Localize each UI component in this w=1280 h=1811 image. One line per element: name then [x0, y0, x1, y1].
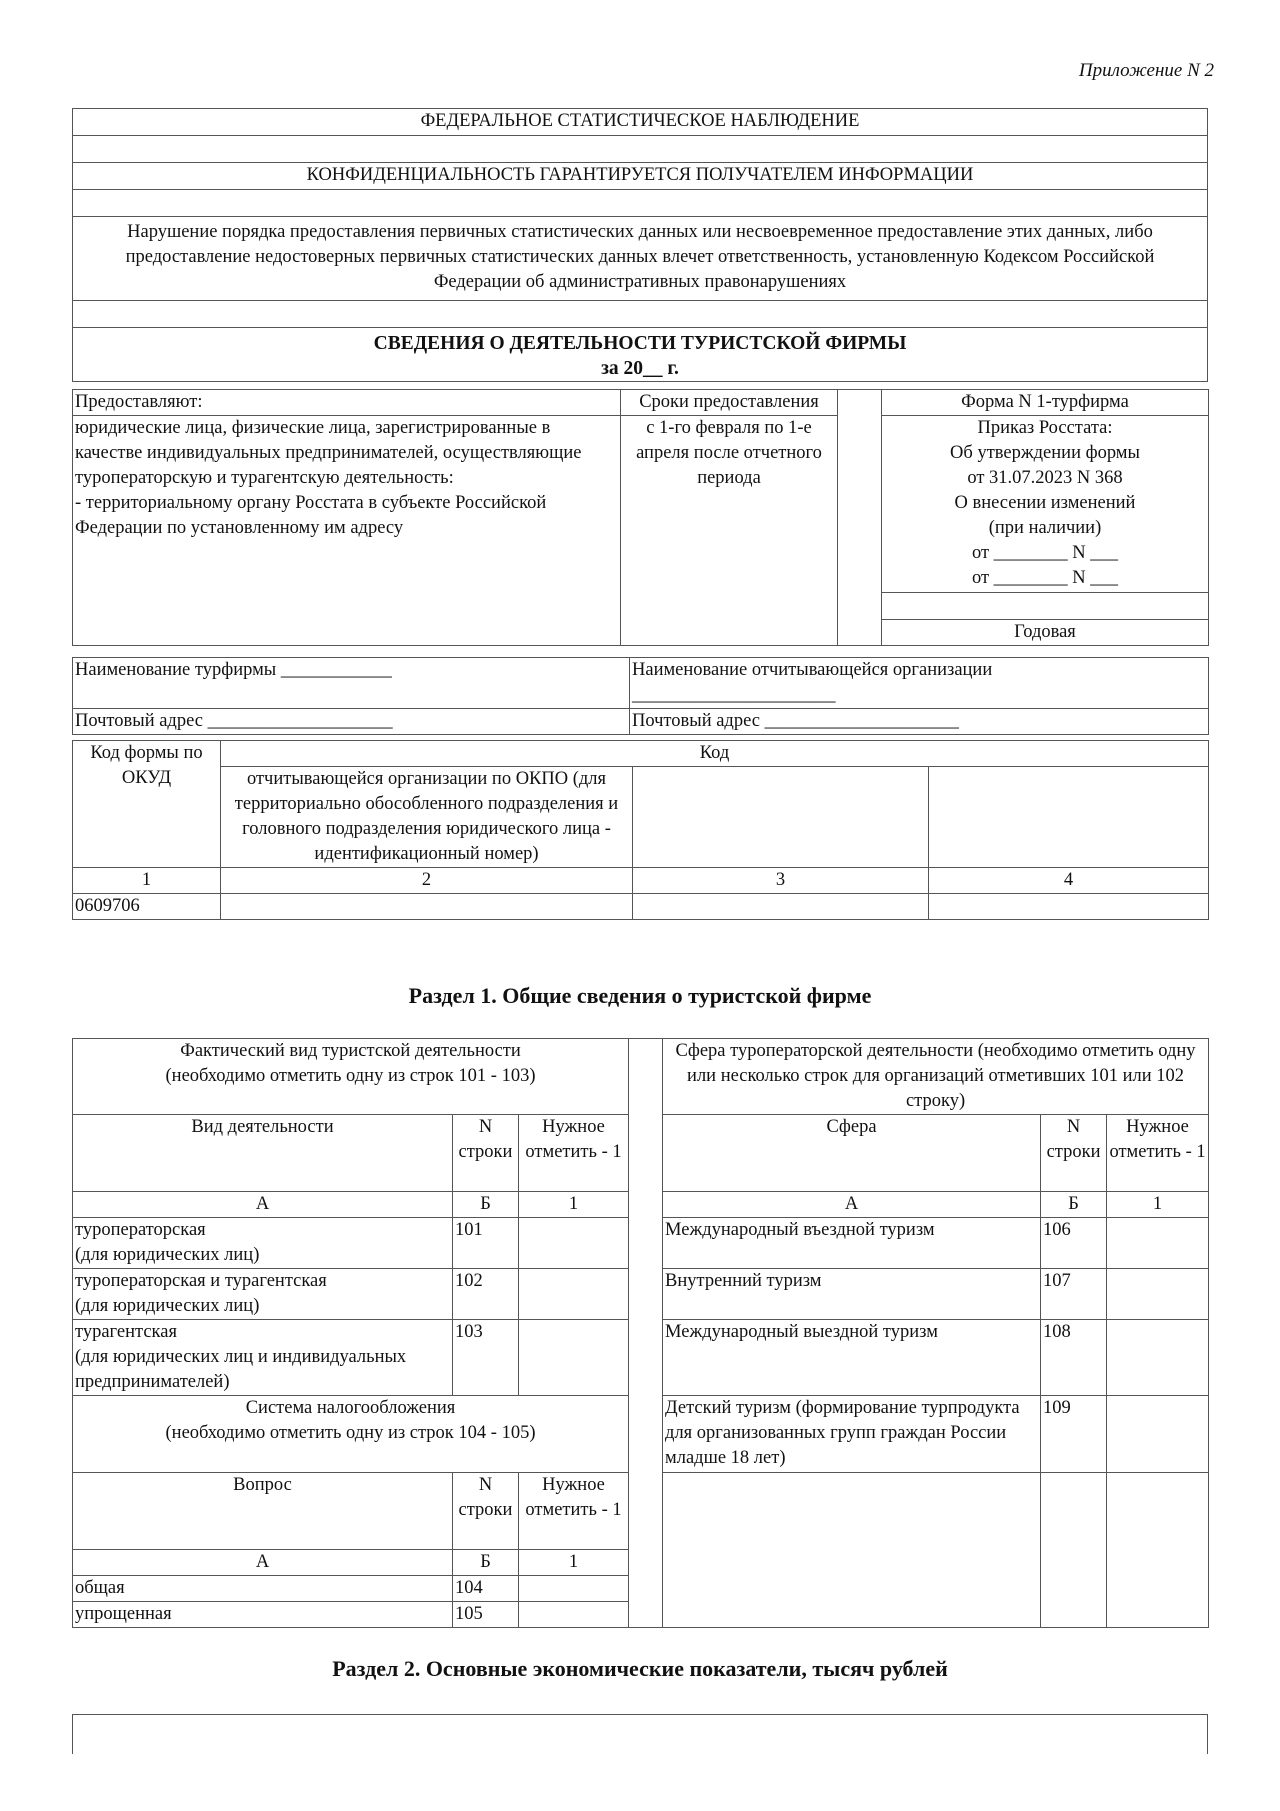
okpo-label: отчитывающейся организации по ОКПО (для территориально обособленного подразделения и головного подразделения юридического лица - идентификационный номер) — [221, 767, 633, 868]
letter-b: Б — [453, 1550, 519, 1576]
sphere-name: Детский туризм (формирование турпродукта для организованных групп граждан России младше 18 лет) — [663, 1396, 1041, 1473]
activity-name: турагентская (для юридических лиц и индивидуальных предпринимателей) — [73, 1320, 453, 1396]
code-value-4 — [929, 894, 1209, 920]
letter-a: А — [663, 1192, 1041, 1218]
postal-address-right: Почтовый адрес _____________________ — [630, 709, 1209, 735]
letter-b: Б — [1041, 1192, 1107, 1218]
violation-notice: Нарушение порядка предоставления первичных статистических данных или несвоевременное предоставление этих данных, либо предоставление недостоверных первичных статистических данных влечет ответственность, установленную Кодексом Российской Федерации об административных правонарушениях — [73, 217, 1208, 301]
sphere-line: 108 — [1041, 1320, 1107, 1396]
okud-label: Код формы по ОКУД — [73, 741, 221, 868]
code-cell-4 — [929, 767, 1209, 868]
reporting-org-field: Наименование отчитывающейся организации ______________________ — [630, 658, 1209, 709]
postal-address-left: Почтовый адрес ____________________ — [73, 709, 630, 735]
col-number-2: 2 — [221, 868, 633, 894]
activity-line: 103 — [453, 1320, 519, 1396]
empty-cell — [663, 1473, 1041, 1628]
activity-header: Фактический вид туристской деятельности (необходимо отметить одну из строк 101 - 103) — [73, 1039, 629, 1115]
spacer-cell — [838, 390, 882, 646]
col-mark: Нужное отметить - 1 — [1107, 1115, 1209, 1192]
sphere-mark-cell[interactable] — [1107, 1218, 1209, 1269]
order-text: Приказ Росстата: Об утверждении формы от 31.07.2023 N 368 О внесении изменений (при наличии) от ________ N ___ от ________ N ___ — [882, 416, 1209, 593]
col-line-number: N строки — [1041, 1115, 1107, 1192]
col-mark: Нужное отметить - 1 — [519, 1115, 629, 1192]
activity-line: 101 — [453, 1218, 519, 1269]
okud-value: 0609706 — [73, 894, 221, 920]
sphere-mark-cell[interactable] — [1107, 1320, 1209, 1396]
letter-1: 1 — [1107, 1192, 1209, 1218]
code-value-3 — [633, 894, 929, 920]
submitters-label: Предоставляют: — [73, 390, 621, 416]
activity-mark-cell[interactable] — [519, 1218, 629, 1269]
code-value-2 — [221, 894, 633, 920]
tax-mark-cell[interactable] — [519, 1576, 629, 1602]
sphere-mark-cell[interactable] — [1107, 1269, 1209, 1320]
codes-table — [72, 740, 1209, 920]
tax-header: Система налогообложения (необходимо отметить одну из строк 104 - 105) — [73, 1396, 629, 1473]
sphere-name: Международный выездной туризм — [663, 1320, 1041, 1396]
empty-cell — [1107, 1473, 1209, 1628]
spacer-column — [629, 1039, 663, 1628]
form-header-table — [72, 108, 1208, 382]
col-sphere: Сфера — [663, 1115, 1041, 1192]
section2-title: Раздел 2. Основные экономические показатели, тысяч рублей — [332, 1656, 948, 1681]
col-line-number: N строки — [453, 1115, 519, 1192]
sphere-mark-cell[interactable] — [1107, 1396, 1209, 1473]
section1-title: Раздел 1. Общие сведения о туристской фирме — [408, 983, 872, 1008]
col-mark: Нужное отметить - 1 — [519, 1473, 629, 1550]
firm-name-field: Наименование турфирмы ____________ — [73, 658, 630, 709]
organization-table — [72, 657, 1209, 735]
tax-line: 104 — [453, 1576, 519, 1602]
form-number: Форма N 1-турфирма — [882, 390, 1209, 416]
sphere-line: 106 — [1041, 1218, 1107, 1269]
blank-cell — [882, 593, 1209, 620]
col-number-1: 1 — [73, 868, 221, 894]
activity-mark-cell[interactable] — [519, 1269, 629, 1320]
tax-name: упрощенная — [73, 1602, 453, 1628]
blank-row — [73, 190, 1208, 217]
col-line-number: N строки — [453, 1473, 519, 1550]
letter-a: А — [73, 1550, 453, 1576]
letter-1: 1 — [519, 1192, 629, 1218]
submission-table — [72, 389, 1209, 646]
col-number-4: 4 — [929, 868, 1209, 894]
form-title-text: СВЕДЕНИЯ О ДЕЯТЕЛЬНОСТИ ТУРИСТСКОЙ ФИРМЫ — [373, 333, 907, 354]
confidentiality-note: КОНФИДЕНЦИАЛЬНОСТЬ ГАРАНТИРУЕТСЯ ПОЛУЧАТЕЛЕМ ИНФОРМАЦИИ — [73, 163, 1208, 190]
federal-observation: ФЕДЕРАЛЬНОЕ СТАТИСТИЧЕСКОЕ НАБЛЮДЕНИЕ — [73, 109, 1208, 136]
blank-row — [73, 301, 1208, 328]
tax-line: 105 — [453, 1602, 519, 1628]
letter-1: 1 — [519, 1550, 629, 1576]
tax-name: общая — [73, 1576, 453, 1602]
sphere-name: Внутренний туризм — [663, 1269, 1041, 1320]
form-title — [73, 328, 1208, 382]
col-activity: Вид деятельности — [73, 1115, 453, 1192]
letter-a: А — [73, 1192, 453, 1218]
code-label: Код — [221, 741, 1209, 767]
section1-table — [72, 1038, 1209, 1628]
code-cell-3 — [633, 767, 929, 868]
empty-cell — [1041, 1473, 1107, 1628]
sphere-name: Международный въездной туризм — [663, 1218, 1041, 1269]
appendix-label: Приложение N 2 — [1078, 60, 1214, 81]
deadline-label: Сроки предоставления — [621, 390, 838, 416]
deadline-text: с 1-го февраля по 1-е апреля после отчетного периода — [621, 416, 838, 646]
activity-mark-cell[interactable] — [519, 1320, 629, 1396]
activity-name: туроператорская (для юридических лиц) — [73, 1218, 453, 1269]
col-question: Вопрос — [73, 1473, 453, 1550]
activity-line: 102 — [453, 1269, 519, 1320]
section2-table-start — [72, 1714, 1208, 1754]
periodicity: Годовая — [882, 620, 1209, 646]
form-period: за 20__ г. — [601, 358, 679, 379]
col-number-3: 3 — [633, 868, 929, 894]
tax-mark-cell[interactable] — [519, 1602, 629, 1628]
letter-b: Б — [453, 1192, 519, 1218]
blank-row — [73, 136, 1208, 163]
activity-name: туроператорская и турагентская (для юридических лиц) — [73, 1269, 453, 1320]
submitters-text: юридические лица, физические лица, зарегистрированные в качестве индивидуальных предпринимателей, осуществляющие туроператорскую и турагентскую деятельность: - территориальному органу Росстата в субъекте Российской Федерации по установленному им адресу — [73, 416, 621, 646]
sphere-line: 107 — [1041, 1269, 1107, 1320]
sphere-header: Сфера туроператорской деятельности (необходимо отметить одну или несколько строк для организаций отметивших 101 или 102 строку) — [663, 1039, 1209, 1115]
sphere-line: 109 — [1041, 1396, 1107, 1473]
